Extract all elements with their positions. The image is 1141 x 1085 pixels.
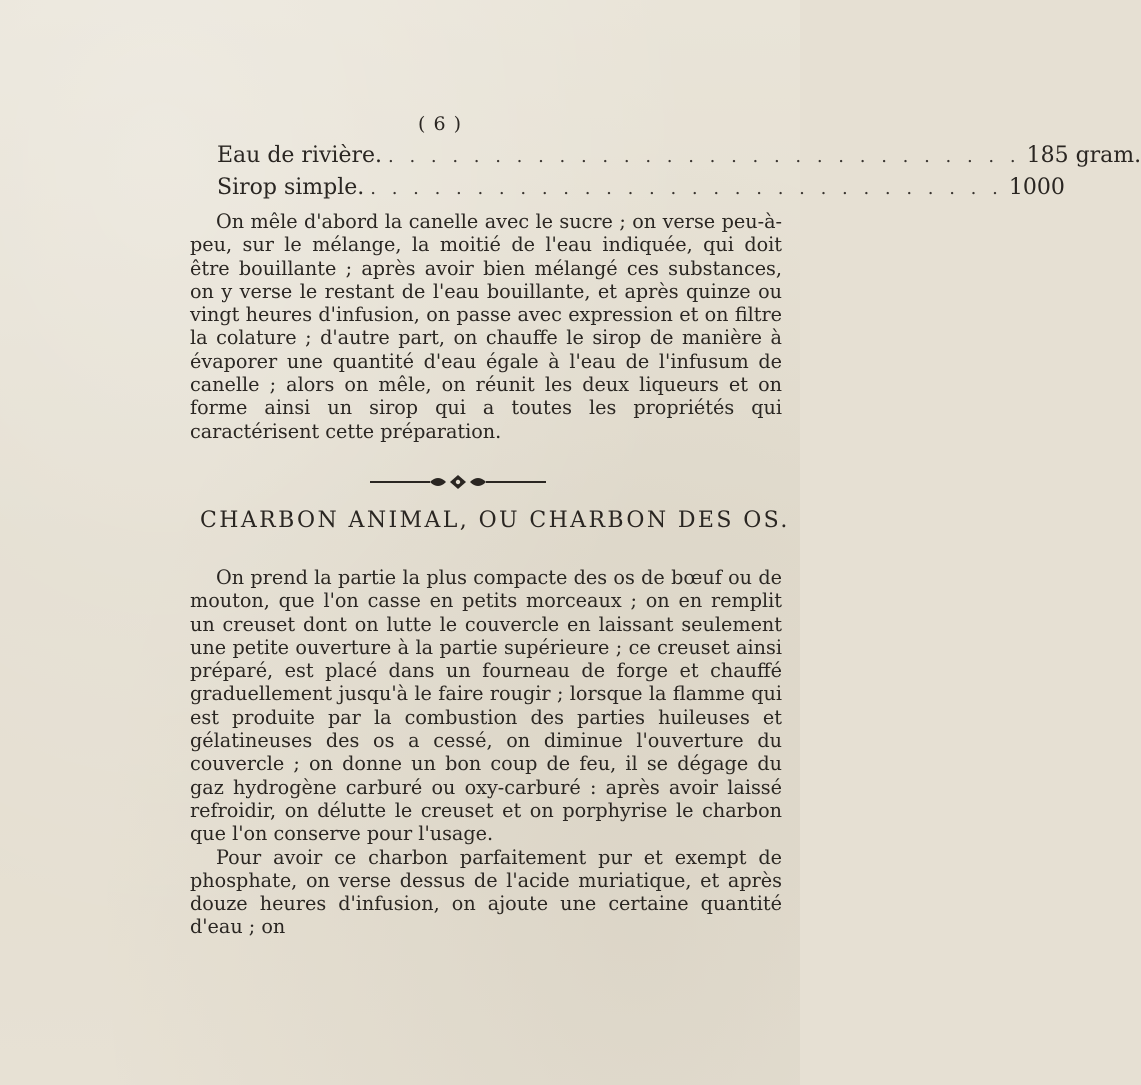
dot-leader: . . . . . . . . . . . . . . . . . . . . . . . . . . . . . . xyxy=(388,146,1021,167)
ornament-divider-icon xyxy=(368,472,548,492)
section-title: CHARBON ANIMAL, OU CHARBON DES OS. xyxy=(200,508,790,533)
ingredient-amount: 185 gram. xyxy=(1026,143,1141,168)
ingredient-name: Eau de rivière. xyxy=(217,143,382,168)
ingredient-amount: 1000 xyxy=(1008,175,1065,200)
ingredient-row xyxy=(217,140,1141,172)
charbon-text xyxy=(190,566,782,939)
paragraph: On mêle d'abord la canelle avec le sucre ; on verse peu-à-peu, sur le mélange, la moitié de l'eau indiquée, qui doit être bouillante ; après avoir bien mélangé ces substances, on y verse le restant de l'eau bouillante, et après quinze ou vingt heures d'infusion, on passe avec expression et on filtre la colature ; d'autre part, on chauffe le sirop de manière à évaporer une quantité d'eau égale à l'eau de l'infusum de canelle ; alors on mêle, on réunit les deux liqueurs et on forme ainsi un sirop qui a toutes les propriétés qui caractérisent cette préparation. xyxy=(190,210,782,443)
ingredient-row xyxy=(217,172,1065,204)
dot-leader: . . . . . . . . . . . . . . . . . . . . . . . . . . . . . . xyxy=(370,178,1003,199)
page-number: ( 6 ) xyxy=(418,113,462,135)
ingredient-list xyxy=(217,140,1141,204)
paragraph: On prend la partie la plus compacte des os de bœuf ou de mouton, que l'on casse en petits morceaux ; on en remplit un creuset dont on lutte le couvercle en laissant seulement une petite ouverture à la partie supérieure ; ce creuset ainsi préparé, est placé dans un fourneau de forge et chauffé graduellement jusqu'à le faire rougir ; lorsque la flamme qui est produite par la combustion des parties huileuses et gélatineuses des os a cessé, on diminue l'ouverture du couvercle ; on donne un bon coup de feu, il se dégage du gaz hydrogène carburé ou oxy-carburé : après avoir laissé refroidir, on délutte le creuset et on porphyrise le charbon que l'on conserve pour l'usage. xyxy=(190,566,782,846)
paragraph: Pour avoir ce charbon parfaitement pur et exempt de phosphate, on verse dessus de l'acide muriatique, et après douze heures d'infusion, on ajoute une certaine quantité d'eau ; on xyxy=(190,845,782,939)
ingredient-name: Sirop simple. xyxy=(217,175,365,200)
preparation-text xyxy=(190,210,782,443)
